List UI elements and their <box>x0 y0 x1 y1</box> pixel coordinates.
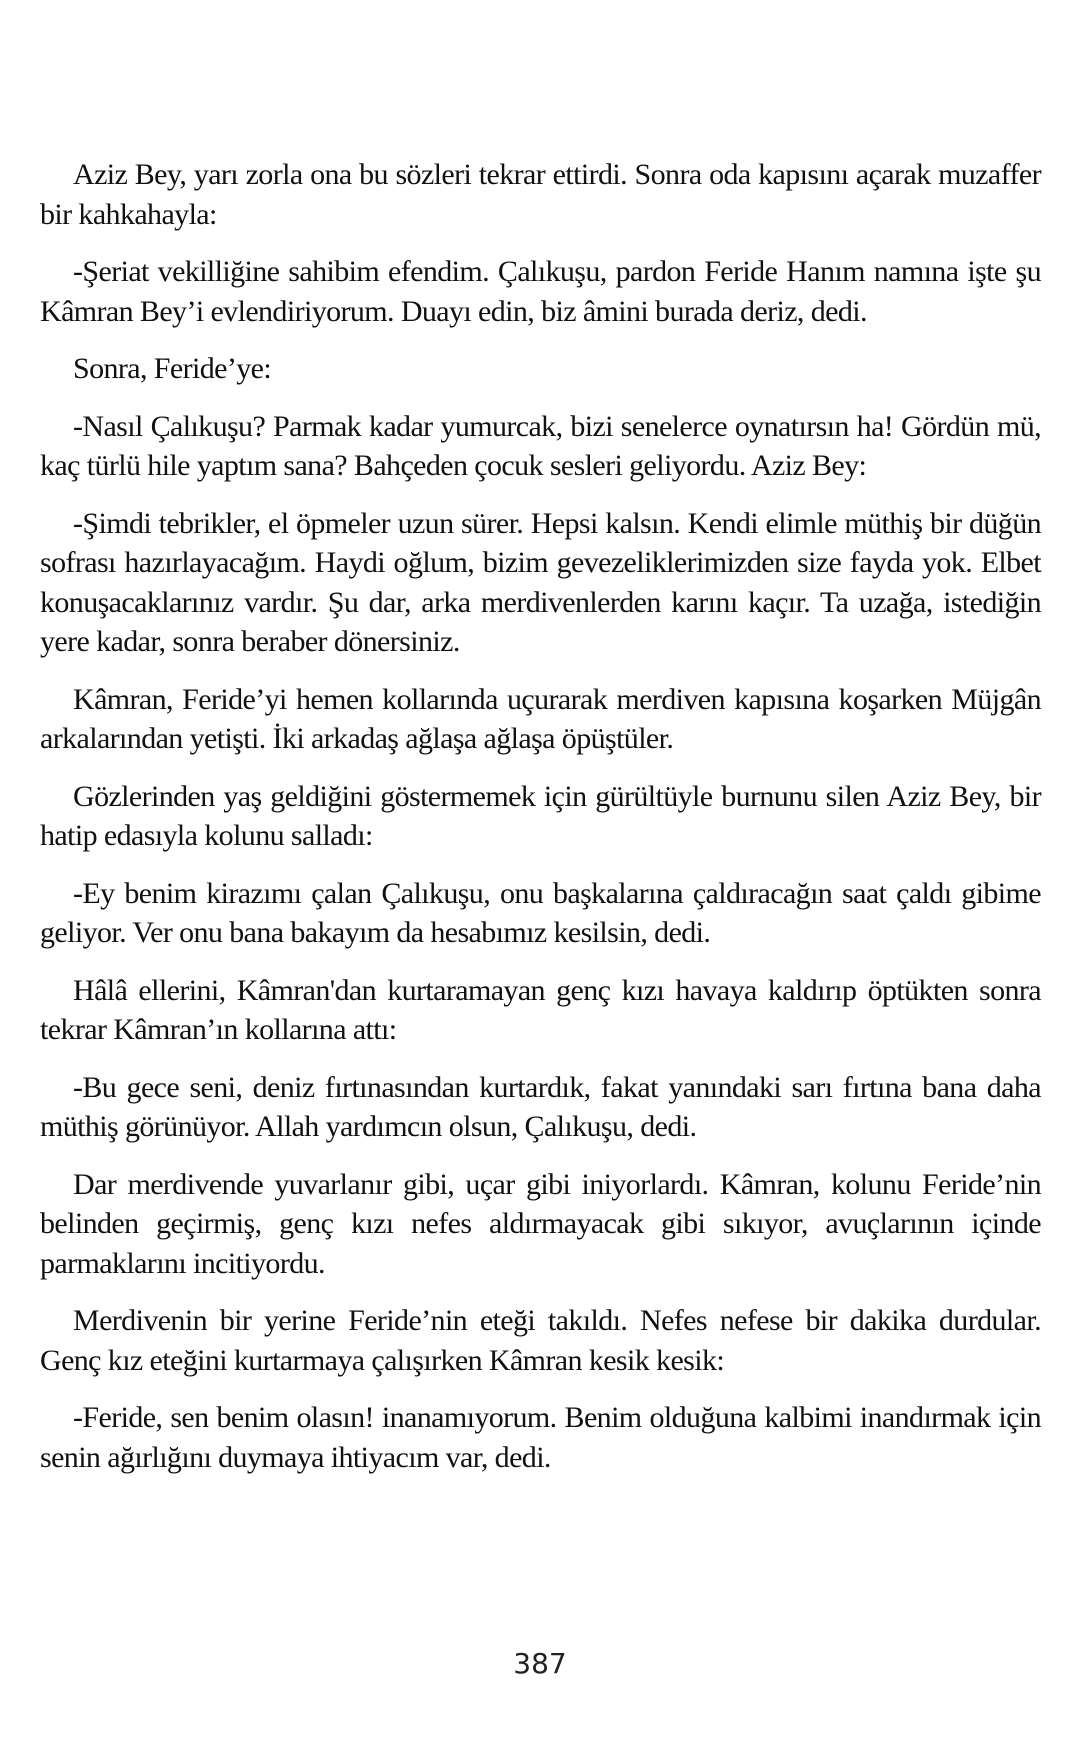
paragraph: Gözlerinden yaş geldiğini göstermemek için gürültüyle burnunu silen Aziz Bey, bir hatip edasıyla kolunu salladı: <box>40 779 1041 852</box>
paragraph: -Şimdi tebrikler, el öpmeler uzun sürer. Hepsi kalsın. Kendi elimle müthiş bir düğün sofrası hazırlayacağım. Haydi oğlum, bizim gevezeliklerimizden size fayda yok. Elbet konuşacaklarınız vardır. Şu dar, arka merdivenlerden karını kaçır. Ta uzağa, istediğin yere kadar, sonra beraber dönersiniz. <box>40 506 1041 658</box>
paragraph: Dar merdivende yuvarlanır gibi, uçar gibi iniyorlardı. Kâmran, kolunu Feride’nin belinden geçirmiş, genç kızı nefes aldırmayacak gibi sıkıyor, avuçlarının içinde parmaklarını incitiyordu. <box>40 1167 1041 1280</box>
page-number: 387 <box>513 1647 567 1680</box>
paragraph: -Nasıl Çalıkuşu? Parmak kadar yumurcak, bizi senelerce oynatırsın ha! Gördün mü, kaç türlü hile yaptım sana? Bahçeden çocuk sesleri geliyordu. Aziz Bey: <box>40 409 1041 482</box>
paragraph: -Bu gece seni, deniz fırtınasından kurtardık, fakat yanındaki sarı fırtına bana daha müthiş görünüyor. Allah yardımcın olsun, Çalıkuşu, dedi. <box>40 1070 1041 1143</box>
paragraph: Hâlâ ellerini, Kâmran'dan kurtaramayan genç kızı havaya kaldırıp öptükten sonra tekrar Kâmran’ın kollarına attı: <box>40 973 1041 1046</box>
page-body <box>40 155 1041 1495</box>
paragraph: Kâmran, Feride’yi hemen kollarında uçurarak merdiven kapısına koşarken Müjgân arkalarından yetişti. İki arkadaş ağlaşa ağlaşa öpüştüler. <box>40 682 1041 755</box>
paragraph: Aziz Bey, yarı zorla ona bu sözleri tekrar ettirdi. Sonra oda kapısını açarak muzaffer bir kahkahayla: <box>40 158 1041 231</box>
paragraph: -Feride, sen benim olasın! inanamıyorum. Benim olduğuna kalbimi inandırmak için senin ağırlığını duymaya ihtiyacım var, dedi. <box>40 1401 1041 1474</box>
paragraph: -Ey benim kirazımı çalan Çalıkuşu, onu başkalarına çaldıracağın saat çaldı gibime geliyor. Ver onu bana bakayım da hesabımız kesilsin, dedi. <box>40 876 1041 949</box>
paragraph: Sonra, Feride’ye: <box>73 352 272 385</box>
paragraph: -Şeriat vekilliğine sahibim efendim. Çalıkuşu, pardon Feride Hanım namına işte şu Kâmran Bey’i evlendiriyorum. Duayı edin, biz âmini burada deriz, dedi. <box>40 255 1041 328</box>
paragraph: Merdivenin bir yerine Feride’nin eteği takıldı. Nefes nefese bir dakika durdular. Genç kız eteğini kurtarmaya çalışırken Kâmran kesik kesik: <box>40 1304 1041 1377</box>
